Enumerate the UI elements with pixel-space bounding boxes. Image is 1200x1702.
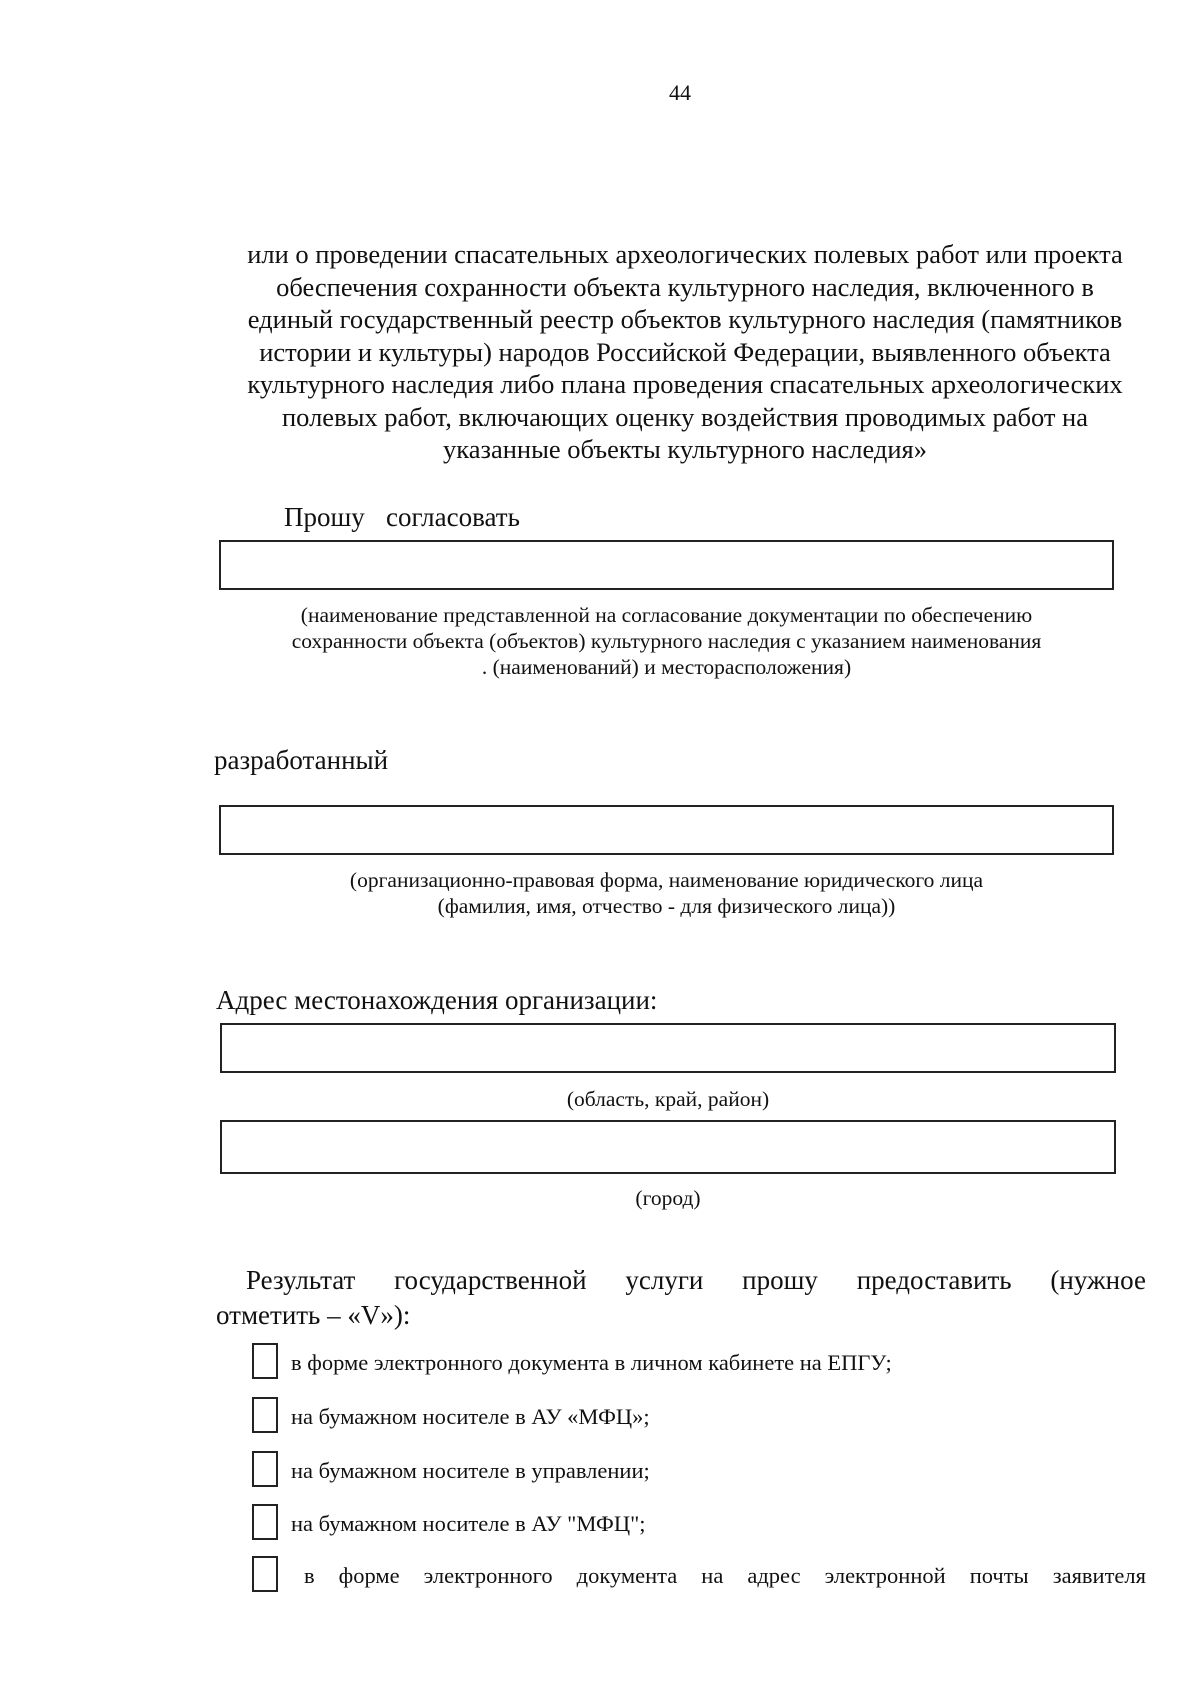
result-line-2: отметить – «V»):	[216, 1300, 411, 1330]
developer-name-field[interactable]	[219, 805, 1114, 855]
option-checkbox-epgu[interactable]	[252, 1343, 278, 1379]
result-word: (нужное	[1050, 1265, 1146, 1295]
intro-paragraph	[205, 238, 1165, 466]
intro-line: культурного наследия либо плана проведения спасательных археологических	[247, 369, 1123, 399]
documentation-name-field[interactable]	[219, 540, 1114, 590]
city-caption: (город)	[635, 1186, 701, 1210]
developer-name-caption: (организационно-правовая форма, наименование юридического лица (фамилия, имя, отчество - для физического лица))	[349, 868, 984, 918]
city-field[interactable]	[220, 1120, 1116, 1174]
address-label: Адрес местонахождения организации:	[216, 985, 658, 1015]
result-word: предоставить	[856, 1265, 1012, 1295]
intro-line: или о проведении спасательных археологических полевых работ или проекта	[247, 239, 1123, 269]
option-label-epgu: в форме электронного документа в личном кабинете на ЕПГУ;	[291, 1350, 892, 1375]
option-checkbox-mfc-2[interactable]	[252, 1504, 278, 1540]
intro-line: единый государственный реестр объектов культурного наследия (памятников	[247, 304, 1123, 334]
option-checkbox-email[interactable]	[252, 1556, 278, 1592]
result-word: услуги	[625, 1265, 704, 1295]
request-word-2: согласовать	[386, 502, 520, 532]
option-label-department: на бумажном носителе в управлении;	[291, 1458, 650, 1483]
result-word: государственной	[394, 1265, 587, 1295]
option-label-mfc: на бумажном носителе в АУ «МФЦ»;	[291, 1404, 650, 1429]
result-line-1	[246, 1265, 1146, 1296]
region-field[interactable]	[220, 1023, 1116, 1073]
result-word: прошу	[742, 1265, 818, 1295]
request-word-1: Прошу	[284, 502, 365, 532]
page-number: 44	[669, 80, 691, 105]
developed-label: разработанный	[214, 745, 389, 775]
option-label-mfc-2: на бумажном носителе в АУ "МФЦ";	[291, 1511, 646, 1536]
intro-line: истории и культуры) народов Российской Федерации, выявленного объекта	[259, 336, 1111, 367]
option-checkbox-department[interactable]	[252, 1451, 278, 1487]
option-checkbox-mfc[interactable]	[252, 1397, 278, 1433]
intro-line: обеспечения сохранности объекта культурного наследия, включенного в	[276, 271, 1094, 302]
intro-line: полевых работ, включающих оценку воздействия проводимых работ на	[282, 401, 1088, 432]
region-caption: (область, край, район)	[566, 1087, 770, 1111]
intro-line: указанные объекты культурного наследия»	[443, 434, 927, 464]
option-label-email: в форме электронного документа на адрес электронной почты заявителя	[304, 1563, 1146, 1588]
documentation-name-caption: (наименование представленной на согласование документации по обеспечению сохранности объекта (объектов) культурного наследия с указанием наименования . (наименований) и месторасположения)	[291, 603, 1042, 679]
result-word: Результат	[246, 1265, 356, 1295]
